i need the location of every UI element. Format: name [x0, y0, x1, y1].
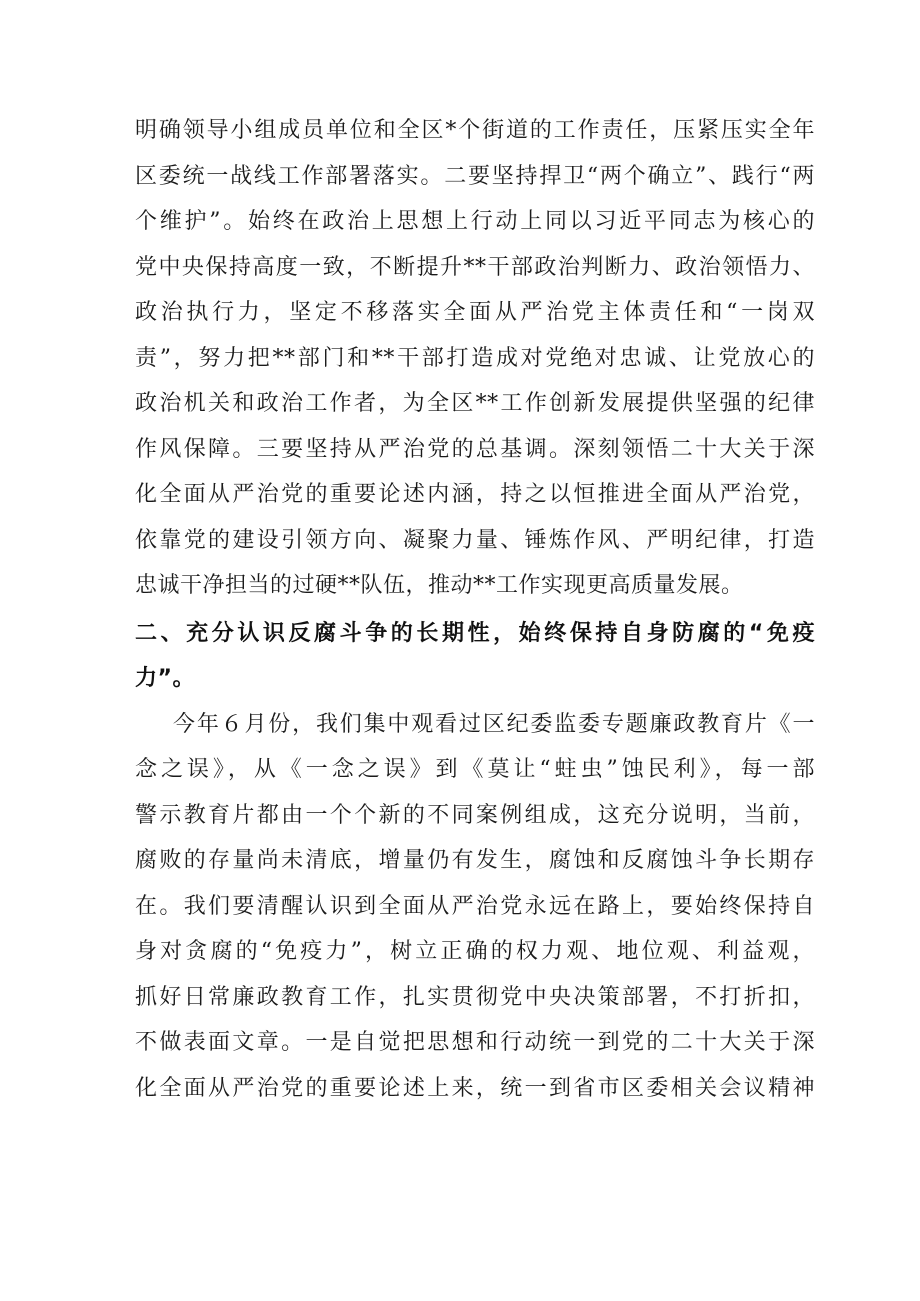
text-line: 党中央保持高度一致，不断提升**干部政治判断力、政治领悟力、: [135, 254, 815, 280]
text-line: 政治执行力，坚定不移落实全面从严治党主体责任和“一岗双: [135, 300, 815, 325]
document-body: [135, 108, 815, 1111]
paragraph-1: [135, 108, 815, 609]
text-line: 化全面从严治党的重要论述内涵，持之以恒推进全面从严治党，: [135, 482, 815, 507]
text-line: 明确领导小组成员单位和全区*个街道的工作责任，压紧压实全年: [135, 118, 815, 143]
text-line: 腐败的存量尚未清底，增量仍有发生，腐蚀和反腐蚀斗争长期存: [135, 848, 815, 873]
text-line: 身对贪腐的“免疫力”，树立正确的权力观、地位观、利益观，: [135, 939, 815, 964]
text-line: 忠诚干净担当的过硬**队伍，推动**工作实现更高质量发展。: [135, 573, 744, 598]
section-heading-2: [135, 611, 815, 702]
text-line: 念之误》，从《一念之误》到《莫让“蛀虫”蚀民利》，每一部: [135, 757, 815, 782]
text-line: 政治机关和政治工作者，为全区**工作创新发展提供坚强的纪律: [135, 391, 815, 416]
paragraph-2: [135, 702, 815, 1112]
text-line: 不做表面文章。一是自觉把思想和行动统一到党的二十大关于深: [135, 1030, 815, 1055]
text-line: 作风保障。三要坚持从严治党的总基调。深刻领悟二十大关于深: [135, 436, 815, 462]
text-line: 区委统一战线工作部署落实。二要坚持捍卫“两个确立”、践行“两: [135, 163, 815, 189]
text-line: 责”，努力把**部门和**干部打造成对党绝对忠诚、让党放心的: [135, 345, 815, 371]
text-line: 化全面从严治党的重要论述上来，统一到省市区委相关会议精神: [135, 1075, 815, 1101]
heading-line: 二、充分认识反腐斗争的长期性，始终保持自身防腐的“免疫: [135, 620, 815, 646]
text-line: 警示教育片都由一个个新的不同案例组成，这充分说明，当前，: [135, 802, 815, 828]
text-line: 抓好日常廉政教育工作，扎实贯彻党中央决策部署，不打折扣，: [135, 984, 815, 1010]
text-line: 今年６月份，我们集中观看过区纪委监委专题廉政教育片《一: [173, 711, 815, 737]
heading-line: 力”。: [135, 666, 195, 691]
text-line: 在。我们要清醒认识到全面从严治党永远在路上，要始终保持自: [135, 893, 815, 919]
text-line: 个维护”。始终在政治上思想上行动上同以习近平同志为核心的: [135, 209, 815, 234]
text-line: 依靠党的建设引领方向、凝聚力量、锤炼作风、严明纪律，打造: [135, 527, 815, 553]
